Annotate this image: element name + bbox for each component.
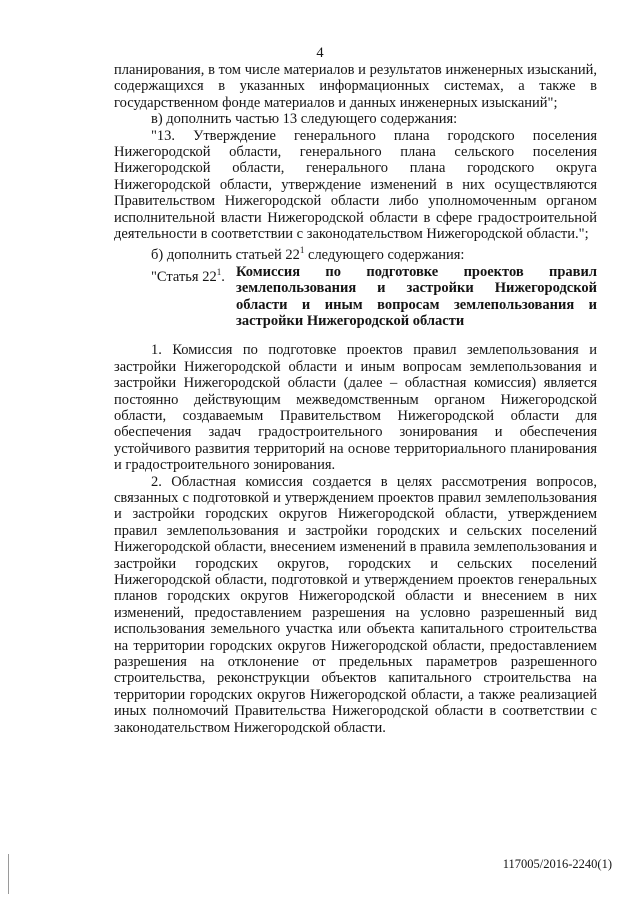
paragraph-item-2: 2. Областная комиссия создается в целях рассмотрения вопросов, связанных с подготовкой и утверждением проектов правил землепользования и застройки городских округов Нижегородской области, утверждением правил землепользования и застройки городских и сельских поселений Нижегородской области, внесением изменений в правила землепользования и застройки городских округов, городских и сельских поселений Нижегородской области, подготовкой и утверждением проектов генеральных планов городских округов Нижегородской области и внесением в них изменений, предоставлением разрешения на условно разрешенный вид использования земельного участка или объекта капитального строительства на территории городских округов Нижегородской области, предоставлением разрешения на отклонение от предельных параметров разрешенного строительства, реконструкции объектов капитального строительства на территории городских округов Нижегородской области, а также реализацией иных полномочий Правительства Нижегородской области в соответствии с законодательством Нижегородской области. — [114, 473, 597, 736]
paragraph-amendment-v: в) дополнить частью 13 следующего содержания: — [151, 111, 458, 128]
amendment-b-superscript: 1 — [299, 245, 305, 256]
document-body — [114, 62, 597, 736]
page-number: 4 — [316, 45, 324, 61]
article-title: Комиссия по подготовке проектов правил землепользования и застройки Нижегородской области и иным вопросам землепользования и застройки Нижегородской области — [236, 263, 597, 329]
margin-mark — [8, 854, 15, 894]
document-id: 117005/2016-2240(1) — [502, 857, 612, 871]
paragraph-item-1: 1. Комиссия по подготовке проектов правил землепользования и застройки Нижегородской области и иным вопросам землепользования и застройки Нижегородской области (далее – областная комиссия) является постоянно действующим межведомственным органом Нижегородской области, создаваемым Правительством Нижегородской области для обеспечения задач градостроительного зонирования и обеспечения устойчивого развития территорий на основе территориального планирования и градостроительного зонирования. — [114, 342, 597, 474]
paragraph-part-13: "13. Утверждение генерального плана городского поселения Нижегородской области, генерального плана сельского поселения Нижегородской области, генерального плана городского округа Нижегородской области, утверждение изменений в них осуществляются Правительством Нижегородской области либо уполномоченным органом исполнительной власти Нижегородской области в сфере градостроительной деятельности в соответствии с законодательством Нижегородской области."; — [114, 127, 597, 243]
article-heading — [114, 264, 597, 330]
article-label — [114, 264, 236, 330]
amendment-b-suffix: следующего содержания: — [304, 247, 465, 264]
paragraph-continuation: планирования, в том числе материалов и результатов инженерных изысканий, содержащихся в указанных информационных системах, а также в государственном фонде материалов и данных инженерных изысканий"; — [114, 62, 597, 111]
article-label-prefix: "Статья 22 — [151, 268, 217, 285]
article-label-suffix: . — [221, 268, 225, 285]
spacer — [114, 329, 597, 342]
amendment-b-prefix: б) дополнить статьей 22 — [151, 247, 300, 264]
paragraph-amendment-b — [114, 242, 597, 263]
article-label-superscript: 1 — [216, 266, 222, 277]
